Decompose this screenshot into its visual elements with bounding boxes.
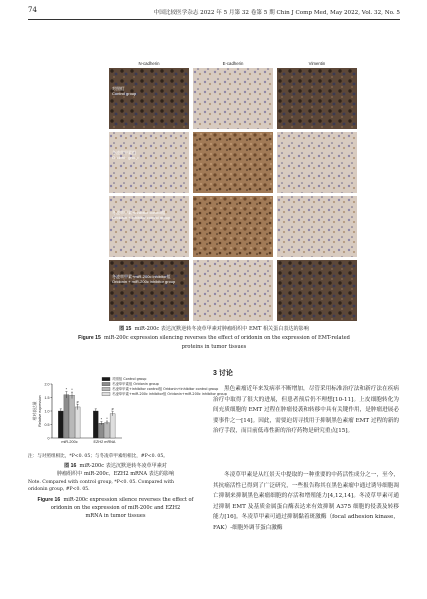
page-number: 74	[28, 6, 37, 14]
bar	[70, 395, 75, 438]
column-header-n-cadherin: N-cadherin	[138, 61, 160, 66]
figure-15-caption-zh: 图 15 miR-200c 表达沉默逆转冬凌草甲素对肿瘤组织中 EMT 相关蛋白表达的影响	[119, 326, 309, 332]
legend-entry: 冬凌草甲素+inhibitor control组 Oridonin+inhibitor control group	[112, 387, 219, 391]
row-label-control: 对照组 Control group	[112, 86, 137, 96]
ihc-image-oridonin-vimentin	[277, 132, 357, 193]
running-title: 中国比较医学杂志 2022 年 5 月第 32 卷第 5 期 Chin J Comp Med, May 2022, Vol. 32, No. 5	[153, 10, 400, 16]
legend-swatch	[102, 377, 110, 380]
y-tick-label: 0.5	[44, 422, 50, 427]
legend-swatch	[102, 392, 110, 395]
y-tick-label: 1.0	[44, 409, 50, 414]
ihc-image-inhibitor-control-e-cadherin	[193, 196, 273, 257]
discussion-paragraph-2: 冬凌草甲素是从红景天中提取的一种重要的中药活性成分之一，至今，其抗癌活性已得到了广泛研究，一些报告称其在黑色素瘤中通过诱导细胞凋亡抑制来抑制黑色素瘤细胞的存活和增殖能力[4,12,14]。冬凌草甲素可通过抑制 EMT 及基质金属蛋白酶表达来有效抑制 A375 细胞的侵袭及转移能力[16]。冬凌草甲素可通过抑制黏着斑激酶（focal adhesion kinase，FAK）-细胞外调节蛋白激酶	[213, 472, 399, 531]
significance-marker: #	[111, 407, 114, 412]
x-tick-label: miR-200c	[61, 440, 78, 444]
legend-swatch	[102, 387, 110, 390]
ihc-image-mir200c-inhibitor-n-cadherin	[109, 260, 189, 321]
figure-15-caption-en-line2: proteins in tumor tissues	[181, 344, 247, 350]
legend-swatch	[102, 382, 110, 385]
significance-marker: *	[65, 387, 68, 392]
ihc-image-mir200c-inhibitor-e-cadherin	[193, 260, 273, 321]
legend-entry: 冬凌草甲素组 Oridonin group	[112, 382, 159, 386]
ihc-image-inhibitor-control-vimentin	[277, 196, 357, 257]
ihc-image-mir200c-inhibitor-vimentin	[277, 260, 357, 321]
y-tick-label: 1.5	[44, 395, 50, 400]
figure-16-caption-en: Figure 16 miR-200c expression silence reverses the effect of	[37, 497, 194, 503]
figure-16-caption-en-line2: oridonin on the expression of miR-200c and EZH2	[50, 505, 181, 511]
figure-16-caption-en-line3: mRNA in tumor tissues	[85, 513, 146, 519]
bar	[105, 423, 110, 438]
significance-marker: *	[71, 388, 73, 393]
ihc-image-oridonin-e-cadherin	[193, 132, 273, 193]
x-tick-label: EZH2 mRNA	[93, 440, 116, 444]
column-header-vimentin: Vimentin	[308, 61, 326, 66]
bar-chart	[30, 374, 227, 448]
figure-16-note-en: Note. Compared with control group, *P<0. 05. Compared with	[28, 480, 175, 485]
figure-16-caption-zh: 图 16 miR-200c 表达沉默逆转冬凌草甲素对	[64, 463, 167, 469]
row-label-mir200c-inhibitor: 冬凌草甲素+miR-200c inhibitor组 Oridonin + miR-200c inhibitor group	[112, 274, 176, 284]
ihc-image-inhibitor-control-n-cadherin	[109, 196, 189, 257]
figure-16-note-zh: 注：与对照组相比，*P<0. 05；与冬凌草甲素组相比，#P<0. 05。	[28, 454, 168, 459]
bar	[93, 411, 98, 438]
ihc-image-control-n-cadherin	[109, 68, 189, 129]
y-tick-label: 0	[47, 436, 50, 441]
y-tick-label: 2.0	[44, 382, 50, 387]
y-axis-label-en: Relative expression	[38, 395, 42, 427]
bar	[75, 407, 80, 438]
section-heading-discussion: 3 讨论	[213, 370, 233, 377]
column-header-e-cadherin: E-cadherin	[222, 61, 244, 66]
bar	[58, 411, 63, 438]
figure-16-caption-zh-line2: 肿瘤组织中 miR-200c、EZH2 mRNA 表达的影响	[56, 471, 175, 477]
row-label-oridonin: 冬凌草甲素组 Oridonin group	[112, 150, 139, 160]
legend-entry: 对照组 Control group	[112, 377, 147, 381]
y-axis-label-zh: 相对表达量	[32, 401, 37, 421]
figure-16-chart	[30, 374, 227, 448]
significance-marker: #	[76, 400, 79, 405]
significance-marker: *	[106, 416, 108, 421]
bar	[64, 395, 69, 438]
ihc-image-control-e-cadherin	[193, 68, 273, 129]
figure-15-caption-en: Figure 15 miR-200c expression silencing reverses the effect of oridonin on the expression of EMT-related	[78, 335, 350, 341]
figure-16-note-en-line2: oridonin group, #P<0. 05.	[28, 487, 90, 492]
significance-marker: *	[100, 417, 103, 422]
row-label-inhibitor-control: 冬凌草甲素+inhibitor control组 Oridonin + inhibitor control group	[112, 210, 171, 220]
ihc-image-oridonin-n-cadherin	[109, 132, 189, 193]
bar	[110, 414, 115, 438]
discussion-paragraph-1: 黑色素瘤近年来发病率不断增加，尽管采用标准治疗法和新疗法在疾病治疗中取得了很大的进展，但患者预后仍不理想[10-11]。上皮细胞转化为间充质细胞的 EMT 过程在肿瘤侵袭和转移中具有关键作用，是肿瘤进展必要事件之一[14]。因此，需要迫切寻找用于抑制黑色素瘤 EMT 过程的新的治疗手段，而目前低毒性新的治疗药物是研究重点[15]。	[213, 386, 399, 435]
ihc-image-control-vimentin	[277, 68, 357, 129]
bar	[99, 423, 104, 438]
legend-entry: 冬凌草甲素+miR-200c inhibitor组 Oridonin+miR-200c inhibitor group	[112, 392, 227, 396]
